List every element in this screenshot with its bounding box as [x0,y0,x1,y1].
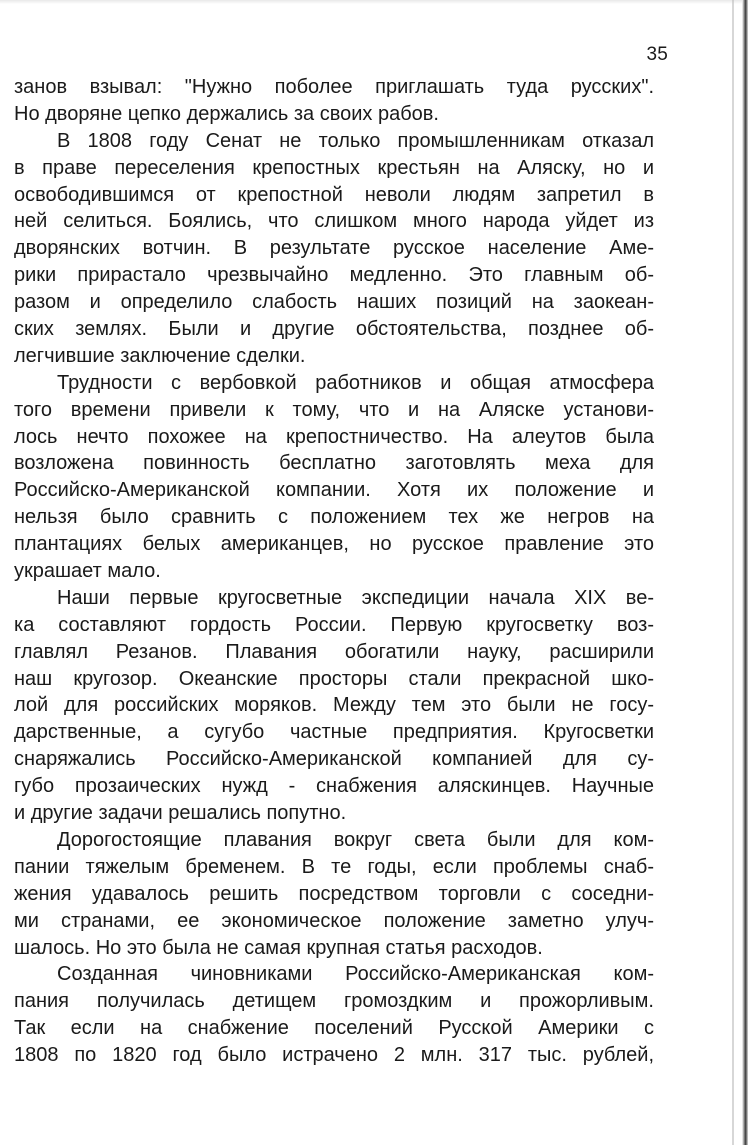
text-line: возложена повинность бесплатно заготовлять меха для [14,452,654,475]
text-line: наш кругозор. Океанские просторы стали прекрасной шко- [14,667,654,690]
text-line: лой для российских моряков. Между тем это были не госу- [14,694,654,717]
text-line: пания получилась детищем громоздким и прожорливым. [14,990,654,1013]
text-line: того времени привели к тому, что и на Аляске установи- [14,398,654,421]
text-line: ней селиться. Боялись, что слишком много народа уйдет из [14,210,654,233]
text-line: плантациях белых американцев, но русское правление это [14,533,654,556]
text-line: Созданная чиновниками Российско-Американская ком- [57,963,654,986]
text-line: Трудности с вербовкой работников и общая атмосфера [57,371,654,394]
text-line: Наши первые кругосветные экспедиции начала XIX ве- [57,586,654,609]
text-line: Российско-Американской компании. Хотя их положение и [14,479,654,502]
text-line: В 1808 году Сенат не только промышленникам отказал [57,129,654,152]
text-line: губо прозаических нужд - снабжения аляскинцев. Научные [14,775,654,798]
text-line: Дорогостоящие плавания вокруг света были для ком- [57,828,654,851]
text-line: ских землях. Были и другие обстоятельства, позднее об- [14,318,654,341]
text-line: жения удавалось решить посредством торговли с соседни- [14,882,654,905]
text-line: разом и определило слабость наших позиций на заокеан- [14,291,654,314]
text-line: легчившие заключение сделки. [14,344,306,367]
text-line: лось нечто похожее на крепостничество. На алеутов была [14,425,654,448]
text-line: пании тяжелым бременем. В те годы, если проблемы снаб- [14,855,654,878]
text-line: нельзя было сравнить с положением тех же негров на [14,506,654,529]
text-line: дарственные, а сугубо частные предприятия. Кругосветки [14,721,654,744]
text-line: шалось. Но это была не самая крупная статья расходов. [14,936,543,959]
scan-top-edge [0,0,748,4]
text-line: украшает мало. [14,560,161,583]
text-line: главлял Резанов. Плавания обогатили науку, расширили [14,640,654,663]
text-line: ми странами, ее экономическое положение заметно улуч- [14,909,654,932]
text-line: рики прирастало чрезвычайно медленно. Это главным об- [14,264,654,287]
page-body [14,74,654,1069]
text-line: Но дворяне цепко держались за своих рабов. [14,102,439,125]
scan-shadow-line [732,0,734,1145]
text-line: освободившимся от крепостной неволи людям запретил в [14,183,654,206]
text-line: занов взывал: "Нужно поболее приглашать туда русских". [14,76,654,98]
text-line: ка составляют гордость России. Первую кругосветку воз- [14,613,654,636]
scan-right-edge [742,0,748,1145]
text-line: в праве переселения крепостных крестьян на Аляску, но и [14,156,654,179]
text-line: Так если на снабжение поселений Русской Америки с [14,1017,654,1040]
text-line: снаряжались Российско-Американской компанией для су- [14,748,654,771]
page-number: 35 [646,44,668,65]
text-line: и другие задачи решались попутно. [14,802,347,825]
text-line: дворянских вотчин. В результате русское население Аме- [14,237,654,260]
text-line: 1808 по 1820 год было истрачено 2 млн. 317 тыс. рублей, [14,1044,654,1067]
